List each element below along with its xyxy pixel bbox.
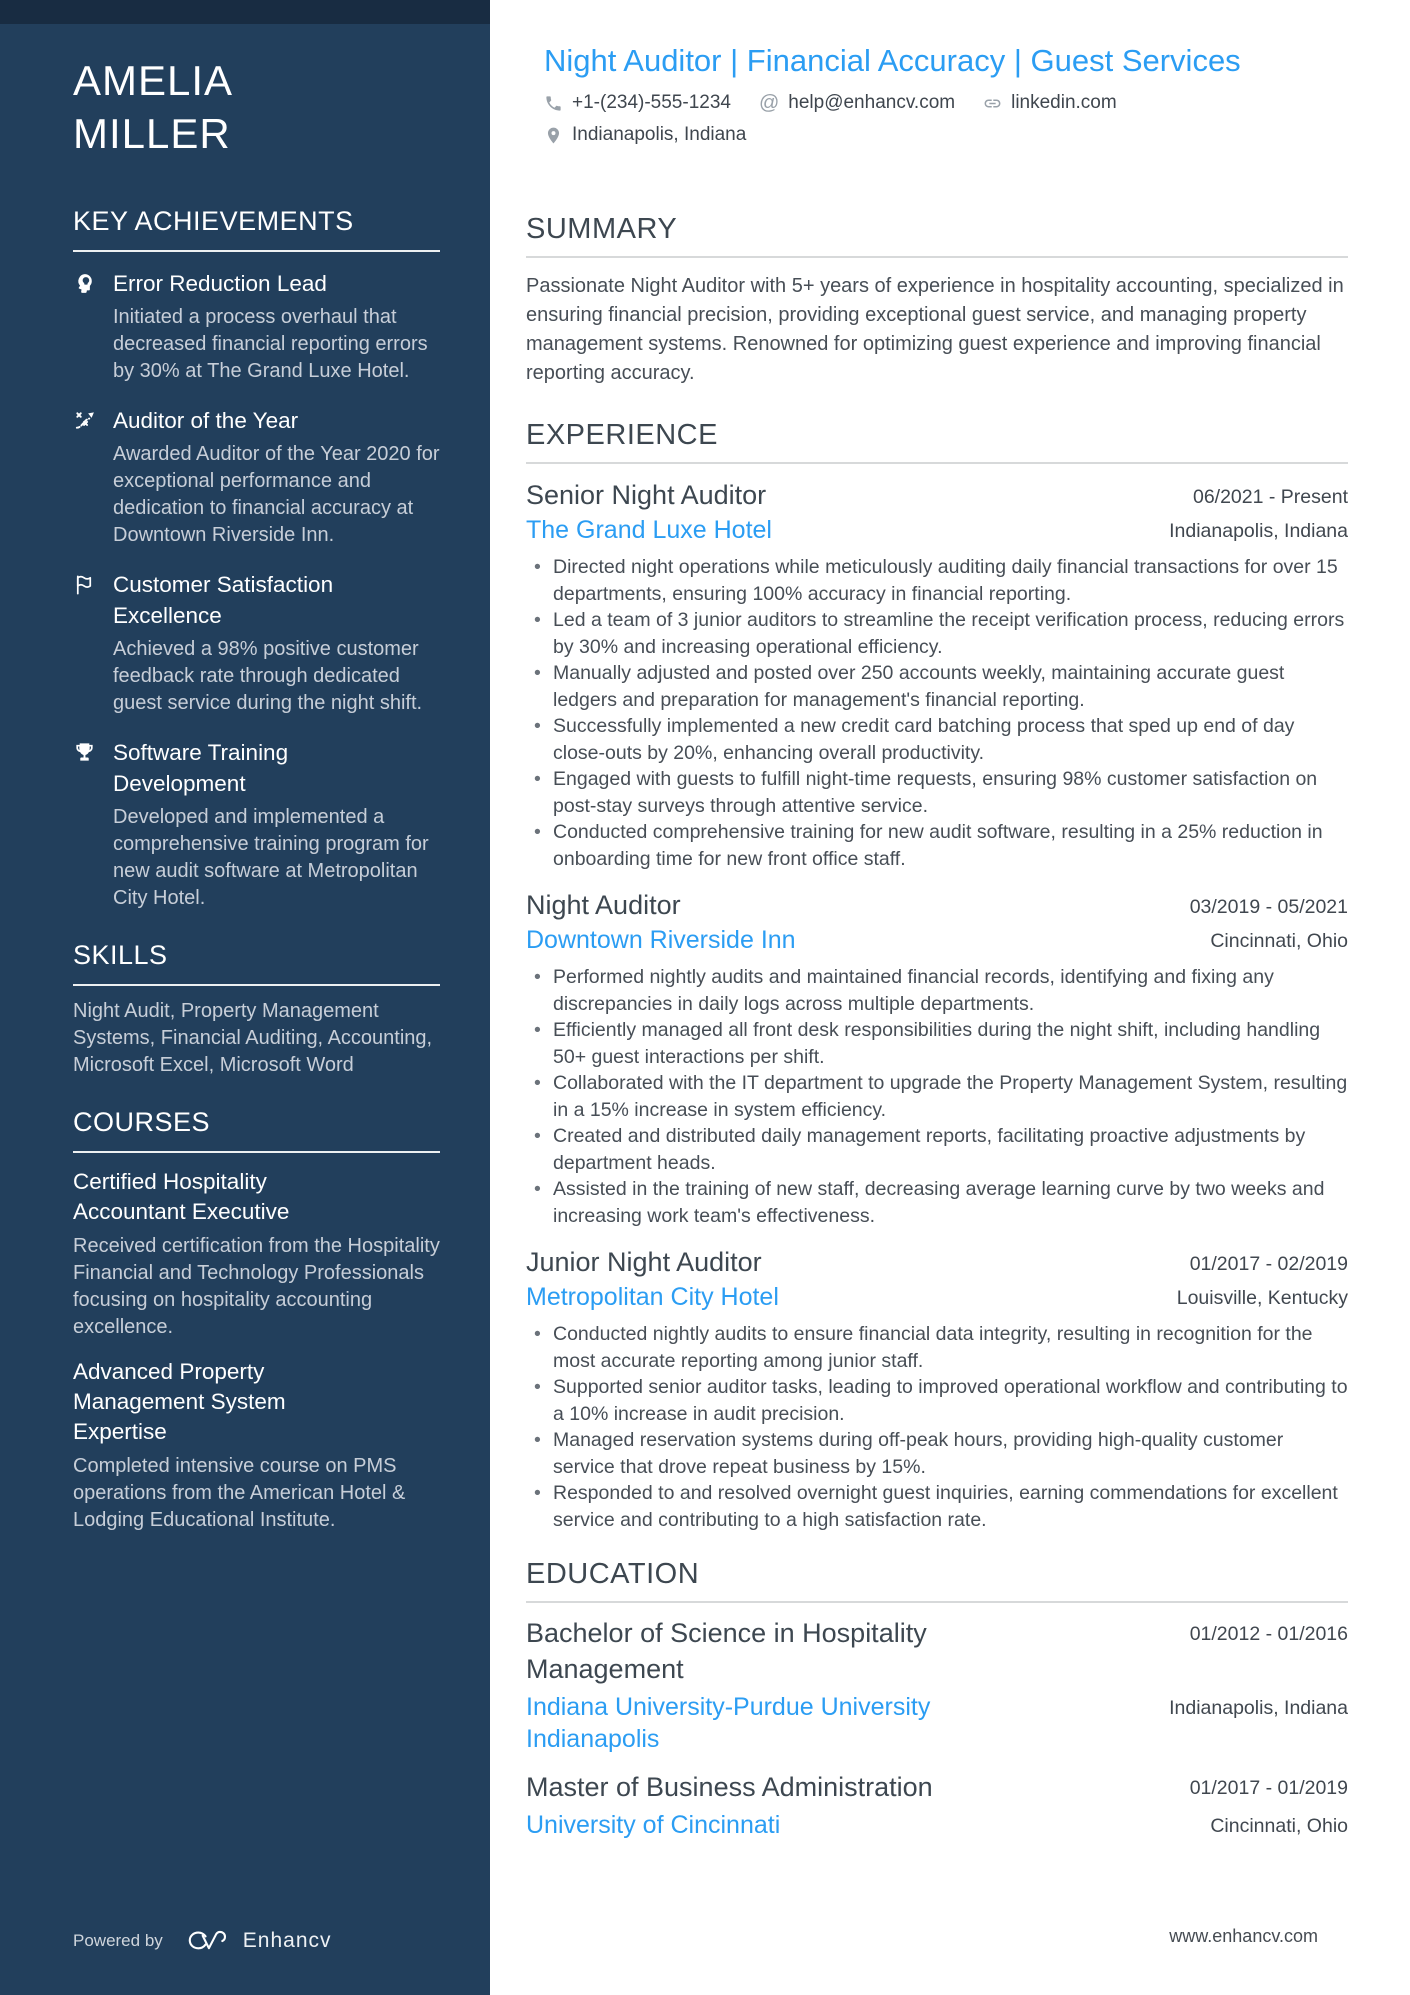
job-title: Junior Night Auditor	[526, 1247, 762, 1277]
powered-by-footer	[73, 1929, 332, 1953]
resume-header	[544, 42, 1348, 148]
job-company-row	[526, 514, 1348, 546]
degree-title: Master of Business Administration	[526, 1772, 933, 1802]
sidebar-divider	[73, 984, 440, 986]
location-text: Indianapolis, Indiana	[572, 124, 747, 145]
education-entry	[526, 1769, 1348, 1841]
education-entry	[526, 1615, 1348, 1755]
section-divider	[526, 256, 1348, 258]
sidebar-top-strip	[0, 0, 490, 24]
job-title-row	[526, 478, 1348, 512]
achievement-description: Initiated a process overhaul that decreased financial reporting errors by 30% at The Grand Luxe Hotel.	[113, 306, 428, 382]
location-pin-icon	[544, 126, 563, 145]
courses-heading: COURSES	[73, 1107, 211, 1137]
achievement-title: Software Training Development	[113, 740, 289, 796]
job-title: Senior Night Auditor	[526, 480, 767, 510]
candidate-first-name: AMELIA	[73, 57, 234, 104]
job-entry	[526, 1245, 1348, 1533]
job-bullet-list	[526, 964, 1348, 1229]
powered-by-label: Powered by	[73, 1931, 163, 1950]
course-title: Advanced Property Management System Expertise	[73, 1359, 286, 1444]
company-name[interactable]: Downtown Riverside Inn	[526, 926, 796, 954]
school-name[interactable]: University of Cincinnati	[526, 1811, 781, 1839]
achievement-description: Awarded Auditor of the Year 2020 for exceptional performance and dedication to financial accuracy at Downtown Riverside Inn.	[113, 443, 440, 546]
course-title: Certified Hospitality Accountant Executive	[73, 1169, 290, 1224]
job-bullet-list	[526, 1321, 1348, 1533]
school-name[interactable]: Indiana University-Purdue University Indianapolis	[526, 1693, 931, 1753]
link-icon	[983, 94, 1002, 113]
at-icon: @	[758, 91, 780, 114]
job-title: Night Auditor	[526, 890, 681, 920]
job-bullet-list	[526, 554, 1348, 872]
achievement-body	[113, 268, 440, 385]
job-location: Louisville, Kentucky	[1176, 1287, 1348, 1309]
job-entry	[526, 478, 1348, 872]
sidebar-divider	[73, 1151, 440, 1153]
degree-row	[526, 1769, 1348, 1805]
job-title-row	[526, 888, 1348, 922]
bullet-item: • Responded to and resolved overnight guest inquiries, earning commendations for excellent service and contributing to a high satisfaction rate.	[526, 1480, 1348, 1533]
course-item	[73, 1167, 440, 1341]
course-description: Received certification from the Hospitality Financial and Technology Professionals focusing on hospitality accounting excellence.	[73, 1235, 440, 1338]
bullet-item: • Assisted in the training of new staff, decreasing average learning curve by two weeks and increasing work team's effectiveness.	[526, 1176, 1348, 1229]
job-dates: 06/2021 - Present	[1192, 486, 1348, 508]
education-location: Cincinnati, Ohio	[1210, 1815, 1348, 1837]
course-item	[73, 1357, 440, 1534]
achievement-item	[73, 268, 440, 385]
bullet-item: • Conducted comprehensive training for new audit software, resulting in a 25% reduction in onboarding time for new front office staff.	[526, 819, 1348, 872]
education-section	[526, 1557, 1348, 1841]
company-name[interactable]: Metropolitan City Hotel	[526, 1283, 779, 1311]
bullet-item: • Collaborated with the IT department to upgrade the Property Management System, resulting in a 15% increase in system efficiency.	[526, 1070, 1348, 1123]
skills-heading: SKILLS	[73, 940, 168, 970]
head-idea-icon	[73, 272, 96, 295]
bullet-item: • Manually adjusted and posted over 250 accounts weekly, maintaining accurate guest ledgers and preparation for management's financial reporting.	[526, 660, 1348, 713]
education-dates: 01/2012 - 01/2016	[1189, 1623, 1348, 1645]
education-location: Indianapolis, Indiana	[1169, 1697, 1348, 1719]
summary-text: Passionate Night Auditor with 5+ years of experience in hospitality accounting, specialized in ensuring financial precision, providing exceptional guest service, and managing property management systems. Renowned for optimizing guest experience and improving financial reporting accuracy.	[526, 275, 1344, 384]
job-company-row	[526, 1281, 1348, 1313]
summary-section	[526, 212, 1348, 388]
strategy-icon	[73, 409, 96, 432]
main-content	[490, 0, 1410, 1995]
key-achievements-section	[73, 204, 440, 912]
summary-heading: SUMMARY	[526, 213, 678, 245]
bullet-item: • Performed nightly audits and maintained financial records, identifying and fixing any discrepancies in daily logs across multiple departments.	[526, 964, 1348, 1017]
key-achievements-heading: KEY ACHIEVEMENTS	[73, 206, 354, 236]
achievement-title: Error Reduction Lead	[113, 271, 327, 296]
phone-number: +1-(234)-555-1234	[572, 92, 731, 113]
resume-headline: Night Auditor | Financial Accuracy | Guest Services	[544, 43, 1241, 78]
trophy-icon	[73, 741, 96, 764]
achievement-body	[113, 737, 440, 912]
bullet-item: • Managed reservation systems during off-peak hours, providing high-quality customer service that drove repeat business by 15%.	[526, 1427, 1348, 1480]
achievement-item	[73, 569, 440, 717]
link-contact[interactable]	[983, 90, 1117, 116]
bullet-item: • Directed night operations while meticulously auditing daily financial transactions for over 15 departments, ensuring 100% accuracy in financial reporting.	[526, 554, 1348, 607]
email-address[interactable]: help@enhancv.com	[788, 92, 956, 113]
sidebar-divider	[73, 250, 440, 252]
achievement-description: Achieved a 98% positive customer feedback rate through dedicated guest service during the night shift.	[113, 638, 423, 714]
location-contact	[544, 122, 746, 148]
achievement-title: Customer Satisfaction Excellence	[113, 572, 334, 628]
achievement-description: Developed and implemented a comprehensive training program for new audit software at Metropolitan City Hotel.	[113, 806, 429, 909]
enhancv-brand-name[interactable]: Enhancv	[242, 1929, 332, 1952]
contact-row-1	[544, 90, 1348, 116]
bullet-item: • Created and distributed daily management reports, facilitating proactive adjustments by department heads.	[526, 1123, 1348, 1176]
experience-section	[526, 418, 1348, 1533]
phone-contact	[544, 90, 731, 116]
bullet-item: • Engaged with guests to fulfill night-time requests, ensuring 98% customer satisfaction on post-stay surveys through attentive service.	[526, 766, 1348, 819]
courses-section	[73, 1105, 440, 1534]
skills-section	[73, 938, 440, 1079]
section-divider	[526, 1601, 1348, 1603]
contact-row-2	[544, 122, 1348, 148]
section-divider	[526, 462, 1348, 464]
bullet-item: • Successfully implemented a new credit card batching process that sped up end of day close-outs by 20%, enhancing overall productivity.	[526, 713, 1348, 766]
flag-icon	[73, 573, 96, 596]
achievement-title: Auditor of the Year	[113, 408, 299, 433]
job-location: Indianapolis, Indiana	[1169, 520, 1348, 542]
education-heading: EDUCATION	[526, 1558, 700, 1590]
phone-icon	[544, 94, 563, 113]
course-description: Completed intensive course on PMS operations from the American Hotel & Lodging Educational Institute.	[73, 1455, 406, 1531]
bullet-item: • Efficiently managed all front desk responsibilities during the night shift, including handling 50+ guest interactions per shift.	[526, 1017, 1348, 1070]
candidate-name	[73, 54, 440, 160]
skills-list: Night Audit, Property Management Systems, Financial Auditing, Accounting, Microsoft Excel, Microsoft Word	[73, 1000, 433, 1076]
company-name[interactable]: The Grand Luxe Hotel	[526, 516, 772, 544]
email-contact[interactable]	[759, 90, 955, 116]
enhancv-website-link[interactable]: www.enhancv.com	[1169, 1926, 1318, 1946]
job-company-row	[526, 924, 1348, 956]
achievement-item	[73, 405, 440, 549]
school-row	[526, 1691, 1348, 1755]
enhancv-logo-icon[interactable]	[185, 1929, 229, 1953]
achievement-body	[113, 405, 440, 549]
linkedin-url[interactable]: linkedin.com	[1011, 92, 1117, 113]
degree-row	[526, 1615, 1348, 1687]
bullet-item: • Conducted nightly audits to ensure financial data integrity, resulting in recognition for the most accurate reporting among junior staff.	[526, 1321, 1348, 1374]
sidebar	[0, 0, 490, 1995]
candidate-last-name: MILLER	[73, 110, 231, 157]
achievement-body	[113, 569, 440, 717]
experience-heading: EXPERIENCE	[526, 419, 718, 451]
bullet-item: • Supported senior auditor tasks, leading to improved operational workflow and contributing to a 10% increase in audit precision.	[526, 1374, 1348, 1427]
achievement-item	[73, 737, 440, 912]
job-entry	[526, 888, 1348, 1229]
degree-title: Bachelor of Science in Hospitality Management	[526, 1618, 927, 1684]
job-title-row	[526, 1245, 1348, 1279]
education-dates: 01/2017 - 01/2019	[1189, 1777, 1348, 1799]
job-location: Cincinnati, Ohio	[1210, 930, 1348, 952]
school-row	[526, 1809, 1348, 1841]
job-dates: 01/2017 - 02/2019	[1189, 1253, 1348, 1275]
job-dates: 03/2019 - 05/2021	[1189, 896, 1348, 918]
bullet-item: • Led a team of 3 junior auditors to streamline the receipt verification process, reducing errors by 30% and increasing operational efficiency.	[526, 607, 1348, 660]
